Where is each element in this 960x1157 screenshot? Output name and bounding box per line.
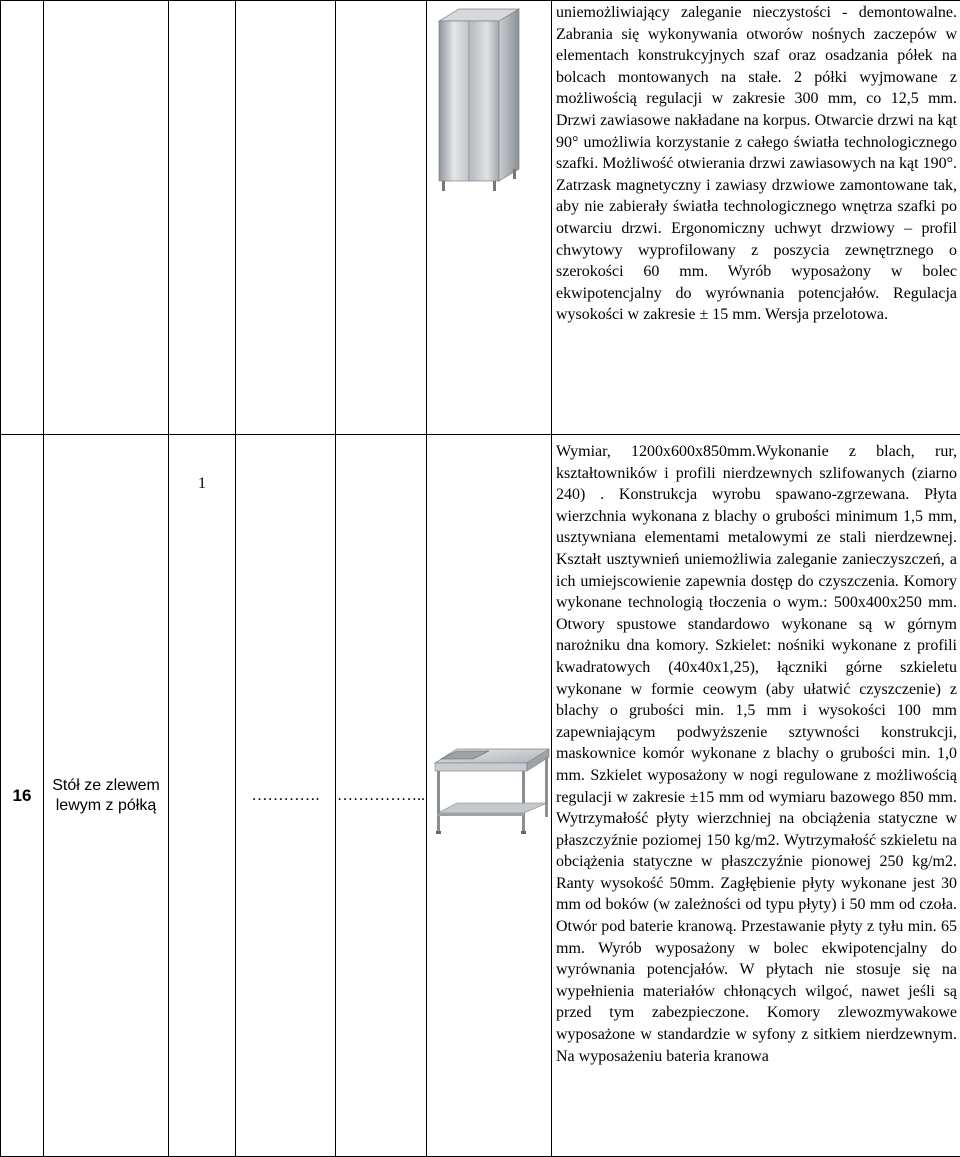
item-description: uniemożliwiający zaleganie nieczystości - demontowalne. Zabrania się wykonywania otworów nośnych zaczepów w elementach konstrukcyjnych szaf oraz osadzania półek na bolcach montowanych na stałe. 2 półki wyjmowane z możliwością regulacji w zakresie 300 mm, co 12,5 mm. Drzwi zawiasowe nakładane na korpus. Otwarcie drzwi na kąt 90° umożliwia korzystanie z całego światła technologicznego szafki. Możliwość otwierania drzwi zawiasowych na kąt 190°. Zatrzask magnetyczny i zawiasy drzwiowe zamontowane tak, aby nie zabierały światła technologicznego wnętrza szafki po otwarciu drzwi. Ergonomiczny uchwyt drzwiowy – profil chwytowy wyprofilowany z poszycia zewnętrznego o szerokości 60 mm. Wyrób wyposażony w bolec ekwipotencjalny do wyrównania potencjałów. Regulacja wysokości w zakresie ± 15 mm. Wersja przelotowa. xyxy=(552,1,960,435)
item-name xyxy=(44,1,169,435)
item-name: Stół ze zlewem lewym z półką xyxy=(44,435,169,1157)
unit-price-placeholder: …………. xyxy=(236,435,336,1157)
table-row xyxy=(1,1,960,435)
item-quantity xyxy=(169,1,236,435)
total-value-placeholder xyxy=(336,1,427,435)
item-quantity: 1 xyxy=(169,435,236,1157)
row-number: 16 xyxy=(1,435,44,1157)
item-description: Wymiar, 1200x600x850mm.Wykonanie z blach, rur, kształtowników i profili nierdzewnych szlifowanych (ziarno 240) . Konstrukcja wyrobu spawano-zgrzewana. Płyta wierzchnia wykonana z blachy o grubości minimum 1,5 mm, usztywniana elementami metalowymi ze stali nierdzewnej. Kształt usztywnień uniemożliwia zaleganie zanieczyszczeń, a ich umiejscowienie zapewnia dostęp do czyszczenia. Komory wykonane technologią tłoczenia o wym.: 500x400x250 mm. Otwory spustowe standardowo wykonane są w górnym narożniku dna komory. Szkielet: nośniki wykonane z profili kwadratowych (40x40x1,25), łączniki górne szkieletu wykonane w formie ceowym (aby ułatwić czyszczenie) z blachy o grubości min. 1,5 mm i wysokości 100 mm zapewniającym podwyższenie sztywności konstrukcji, maskownice komór wykonane z blachy o grubości min. 1,0 mm. Szkielet wyposażony w nogi regulowane z możliwością regulacji w zakresie ±15 mm od wymiaru bazowego 850 mm. Wytrzymałość płyty wierzchniej na obciążenia statyczne w płaszczyźnie poziomej 150 kg/m2. Wytrzymałość szkieletu na obciążenia statyczne w płaszczyźnie pionowej 250 kg/m2. Ranty wysokość 50mm. Zagłębienie płyty wykonane jest 30 mm od boków (w zależności od typu płyty) i 50 mm od czoła. Otwór pod baterie kranową. Przestawanie płyty z tyłu min. 65 mm. Wyrób wyposażony w bolec ekwipotencjalny do wyrównania potencjałów. W płytach nie stosuje się na wypełnienia materiałów chłonących wilgoć, nawet jeśli są przed tym zabezpieczone. Komory zlewozmywakowe wyposażone w standardzie w syfony z sitkiem nierdzewnym. Na wyposażeniu bateria kranowa xyxy=(552,435,960,1157)
unit-price-placeholder xyxy=(236,1,336,435)
product-image-cell xyxy=(427,1,552,435)
table-row xyxy=(1,435,960,1157)
stainless-cabinet-icon xyxy=(427,1,552,201)
total-value-placeholder: …………….. xyxy=(336,435,427,1157)
product-image-cell xyxy=(427,435,552,1157)
row-number xyxy=(1,1,44,435)
sink-table-icon xyxy=(427,741,552,851)
